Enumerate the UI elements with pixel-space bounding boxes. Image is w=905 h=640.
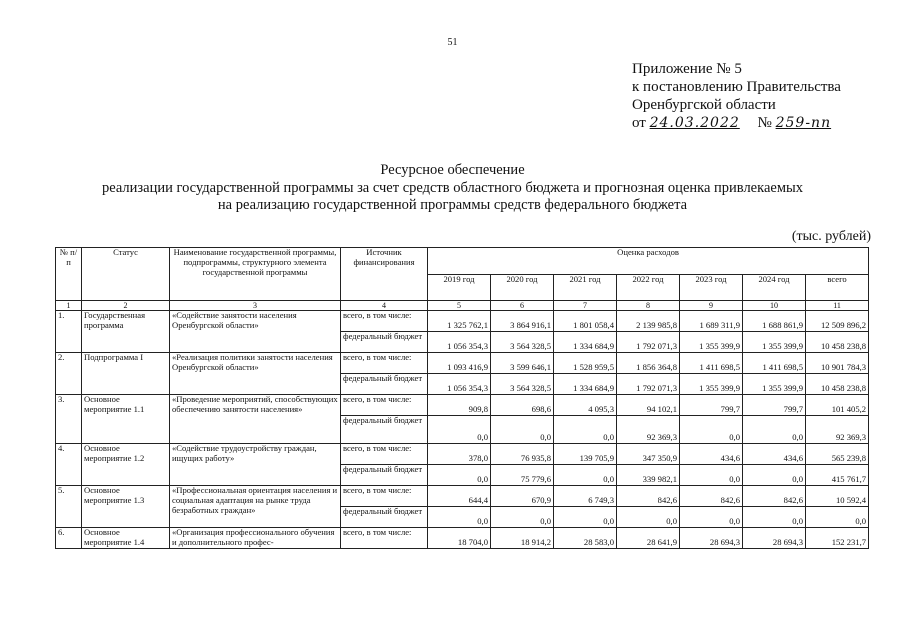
value-cell: 1 334 684,9 xyxy=(554,332,617,353)
row-source: федеральный бюджет xyxy=(341,374,428,395)
index-cell: 7 xyxy=(554,301,617,311)
value-cell: 0,0 xyxy=(743,465,806,486)
value-cell: 415 761,7 xyxy=(806,465,869,486)
value-cell: 1 411 698,5 xyxy=(680,353,743,374)
row-status: Основное мероприятие 1.4 xyxy=(82,528,170,549)
handwritten-date: 24.03.2022 xyxy=(649,115,740,131)
value-cell: 0,0 xyxy=(428,507,491,528)
index-cell: 6 xyxy=(491,301,554,311)
row-source: всего, в том числе: xyxy=(341,311,428,332)
value-cell: 1 792 071,3 xyxy=(617,332,680,353)
value-cell: 670,9 xyxy=(491,486,554,507)
header-year: 2022 год xyxy=(617,274,680,301)
index-cell: 8 xyxy=(617,301,680,311)
row-name: «Профессиональная ориентация населения и социальная адаптация на рынке труда безработных граждан» xyxy=(170,486,341,528)
value-cell: 0,0 xyxy=(491,416,554,444)
value-cell: 1 355 399,9 xyxy=(680,332,743,353)
row-num: 2. xyxy=(56,353,82,395)
value-cell: 76 935,8 xyxy=(491,444,554,465)
row-status: Основное мероприятие 1.2 xyxy=(82,444,170,486)
value-cell: 339 982,1 xyxy=(617,465,680,486)
value-cell: 434,6 xyxy=(743,444,806,465)
value-cell: 6 749,3 xyxy=(554,486,617,507)
value-cell: 12 509 896,2 xyxy=(806,311,869,332)
value-cell: 28 694,3 xyxy=(743,528,806,549)
row-status: Основное мероприятие 1.3 xyxy=(82,486,170,528)
value-cell: 0,0 xyxy=(680,465,743,486)
header-year: 2019 год xyxy=(428,274,491,301)
row-status: Государственная программа xyxy=(82,311,170,353)
table-row xyxy=(56,353,869,374)
row-source: федеральный бюджет xyxy=(341,332,428,353)
row-num: 3. xyxy=(56,395,82,444)
value-cell: 1 355 399,9 xyxy=(743,374,806,395)
header-year: 2020 год xyxy=(491,274,554,301)
table-row xyxy=(56,395,869,416)
index-cell: 11 xyxy=(806,301,869,311)
value-cell: 10 901 784,3 xyxy=(806,353,869,374)
row-num: 4. xyxy=(56,444,82,486)
index-cell: 10 xyxy=(743,301,806,311)
value-cell: 10 458 238,8 xyxy=(806,332,869,353)
value-cell: 1 093 416,9 xyxy=(428,353,491,374)
value-cell: 28 641,9 xyxy=(617,528,680,549)
row-name: «Содействие занятости населения Оренбургской области» xyxy=(170,311,341,353)
handwritten-number: 259-пп xyxy=(775,115,832,131)
header-source: Источник финансирования xyxy=(341,248,428,301)
value-cell: 0,0 xyxy=(743,416,806,444)
page-number: 51 xyxy=(447,37,458,48)
index-cell: 2 xyxy=(82,301,170,311)
value-cell: 139 705,9 xyxy=(554,444,617,465)
value-cell: 644,4 xyxy=(428,486,491,507)
row-num: 1. xyxy=(56,311,82,353)
value-cell: 1 801 058,4 xyxy=(554,311,617,332)
row-name: «Содействие трудоустройству граждан, ищущих работу» xyxy=(170,444,341,486)
value-cell: 565 239,8 xyxy=(806,444,869,465)
index-cell: 1 xyxy=(56,301,82,311)
appendix-ref-line: к постановлению Правительства xyxy=(632,79,841,95)
header-row-1 xyxy=(56,248,869,275)
header-year: 2021 год xyxy=(554,274,617,301)
index-cell: 9 xyxy=(680,301,743,311)
value-cell: 1 528 959,5 xyxy=(554,353,617,374)
row-source: федеральный бюджет xyxy=(341,465,428,486)
header-year: 2023 год xyxy=(680,274,743,301)
row-name: «Проведение мероприятий, способствующих обеспечению занятости населения» xyxy=(170,395,341,444)
row-source: всего, в том числе: xyxy=(341,528,428,549)
table-row xyxy=(56,486,869,507)
value-cell: 4 095,3 xyxy=(554,395,617,416)
value-cell: 1 325 762,1 xyxy=(428,311,491,332)
table-row xyxy=(56,528,869,549)
value-cell: 10 592,4 xyxy=(806,486,869,507)
value-cell: 0,0 xyxy=(491,507,554,528)
value-cell: 0,0 xyxy=(680,507,743,528)
value-cell: 842,6 xyxy=(743,486,806,507)
header-year: 2024 год xyxy=(743,274,806,301)
row-status: Основное мероприятие 1.1 xyxy=(82,395,170,444)
value-cell: 152 231,7 xyxy=(806,528,869,549)
number-label: № xyxy=(757,115,772,131)
value-cell: 842,6 xyxy=(617,486,680,507)
value-cell: 3 564 328,5 xyxy=(491,374,554,395)
value-cell: 1 792 071,3 xyxy=(617,374,680,395)
units-label: (тыс. рублей) xyxy=(791,229,871,244)
value-cell: 0,0 xyxy=(428,465,491,486)
row-name: «Организация профессионального обучения и дополнительного профес- xyxy=(170,528,341,549)
value-cell: 909,8 xyxy=(428,395,491,416)
value-cell: 3 864 916,1 xyxy=(491,311,554,332)
index-cell: 4 xyxy=(341,301,428,311)
header-estimate: Оценка расходов xyxy=(428,248,869,275)
value-cell: 1 355 399,9 xyxy=(743,332,806,353)
value-cell: 75 779,6 xyxy=(491,465,554,486)
row-source: федеральный бюджет xyxy=(341,507,428,528)
value-cell: 347 350,9 xyxy=(617,444,680,465)
value-cell: 101 405,2 xyxy=(806,395,869,416)
value-cell: 799,7 xyxy=(680,395,743,416)
value-cell: 1 688 861,9 xyxy=(743,311,806,332)
value-cell: 1 411 698,5 xyxy=(743,353,806,374)
appendix-title: Приложение № 5 xyxy=(632,61,742,77)
document-title xyxy=(0,162,905,215)
value-cell: 0,0 xyxy=(554,416,617,444)
value-cell: 3 564 328,5 xyxy=(491,332,554,353)
value-cell: 1 689 311,9 xyxy=(680,311,743,332)
row-source: всего, в том числе: xyxy=(341,486,428,507)
index-cell: 5 xyxy=(428,301,491,311)
row-source: всего, в том числе: xyxy=(341,444,428,465)
value-cell: 799,7 xyxy=(743,395,806,416)
value-cell: 3 599 646,1 xyxy=(491,353,554,374)
table-row xyxy=(56,444,869,465)
appendix-region-line: Оренбургской области xyxy=(632,97,776,113)
row-source: федеральный бюджет xyxy=(341,416,428,444)
budget-table xyxy=(55,247,869,549)
value-cell: 1 056 354,3 xyxy=(428,332,491,353)
column-index-row xyxy=(56,301,869,311)
value-cell: 0,0 xyxy=(617,507,680,528)
value-cell: 1 856 364,8 xyxy=(617,353,680,374)
value-cell: 1 056 354,3 xyxy=(428,374,491,395)
row-num: 5. xyxy=(56,486,82,528)
appendix-block xyxy=(632,60,841,132)
value-cell: 28 694,3 xyxy=(680,528,743,549)
value-cell: 1 334 684,9 xyxy=(554,374,617,395)
value-cell: 92 369,3 xyxy=(806,416,869,444)
value-cell: 0,0 xyxy=(680,416,743,444)
value-cell: 10 458 238,8 xyxy=(806,374,869,395)
value-cell: 0,0 xyxy=(806,507,869,528)
value-cell: 434,6 xyxy=(680,444,743,465)
value-cell: 698,6 xyxy=(491,395,554,416)
header-status: Статус xyxy=(82,248,170,301)
value-cell: 94 102,1 xyxy=(617,395,680,416)
value-cell: 0,0 xyxy=(743,507,806,528)
value-cell: 18 914,2 xyxy=(491,528,554,549)
value-cell: 842,6 xyxy=(680,486,743,507)
title-line-1: Ресурсное обеспечение xyxy=(380,162,525,178)
value-cell: 0,0 xyxy=(428,416,491,444)
value-cell: 92 369,3 xyxy=(617,416,680,444)
value-cell: 0,0 xyxy=(554,465,617,486)
title-line-3: на реализацию государственной программы средств федерального бюджета xyxy=(217,197,688,213)
row-name: «Реализация политики занятости населения Оренбургской области» xyxy=(170,353,341,395)
header-name: Наименование государственной программы, подпрограммы, структурного элемента государственной программы xyxy=(170,248,341,301)
header-num: № п/п xyxy=(56,248,82,301)
value-cell: 1 355 399,9 xyxy=(680,374,743,395)
value-cell: 18 704,0 xyxy=(428,528,491,549)
title-line-2: реализации государственной программы за счет средств областного бюджета и прогнозная оценка привлекаемых xyxy=(102,179,803,196)
header-total: всего xyxy=(806,274,869,301)
from-label: от xyxy=(632,115,646,131)
index-cell: 3 xyxy=(170,301,341,311)
row-source: всего, в том числе: xyxy=(341,353,428,374)
row-num: 6. xyxy=(56,528,82,549)
table-row xyxy=(56,311,869,332)
row-status: Подпрограмма I xyxy=(82,353,170,395)
value-cell: 28 583,0 xyxy=(554,528,617,549)
value-cell: 378,0 xyxy=(428,444,491,465)
appendix-date-line xyxy=(632,114,841,132)
value-cell: 0,0 xyxy=(554,507,617,528)
row-source: всего, в том числе: xyxy=(341,395,428,416)
value-cell: 2 139 985,8 xyxy=(617,311,680,332)
